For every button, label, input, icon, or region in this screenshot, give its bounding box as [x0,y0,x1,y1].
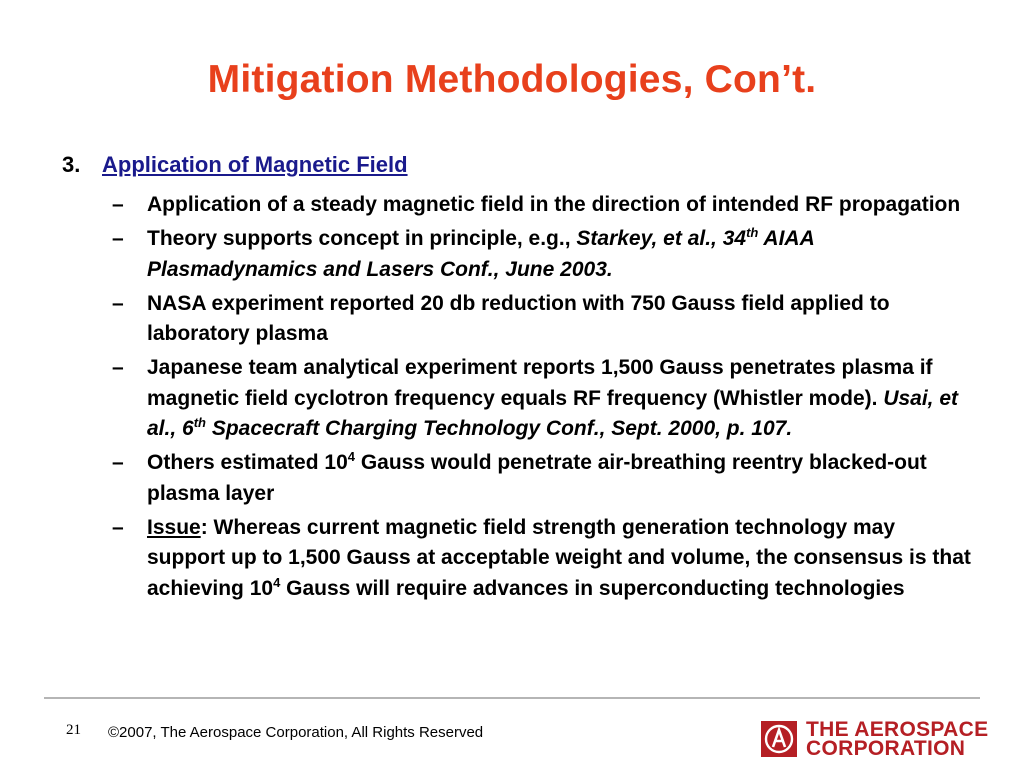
section-title: Application of Magnetic Field [102,152,408,177]
aerospace-logo [760,720,990,762]
logo-line-2: CORPORATION [806,737,966,760]
superscript: 4 [347,449,355,464]
bullet-item [112,353,972,445]
bullet-text: Gauss would penetrate air-breathing reentry blacked-out plasma layer [147,451,927,505]
bullet-dash: – [112,451,124,474]
slide-title: Mitigation Methodologies, Con’t. [207,58,817,101]
bullet-dash: – [112,291,124,315]
bullet-item [112,224,972,285]
citation-part: Usai, et al., 6 [147,386,959,440]
bullet-text: Application of a steady magnetic field in the direction of intended RF propagation [147,193,961,216]
section-number: 3. [62,152,81,177]
bullet-text: Gauss will require advances in superconducting technologies [280,576,905,600]
bullet-item [112,190,972,221]
bullet-dash: – [112,193,124,216]
logo-wordmark [806,720,988,758]
superscript: th [746,225,759,240]
bullet-text: Japanese team analytical experiment reports 1,500 Gauss penetrates plasma if magnetic field cyclotron frequency equals RF frequency (Whistler mode). [147,356,933,410]
citation-part: Spacecraft Charging Technology Conf., Sept. 2000, p. 107. [205,417,793,440]
bullet-dash: – [112,515,124,539]
aerospace-logo-icon [760,720,798,758]
footer-divider [44,697,980,699]
citation-part: Starkey, et al., 34 [576,227,747,250]
bullet-text: Others estimated 10 [147,451,348,474]
page-number: 21 [66,722,81,738]
bullet-list [112,190,972,608]
bullet-item [112,448,972,509]
copyright-notice: ©2007, The Aerospace Corporation, All Rights Reserved [108,724,484,741]
bullet-text: Theory supports concept in principle, e.g., [147,227,577,250]
bullet-dash: – [112,227,124,250]
logo-line-1: THE AEROSPACE [806,718,989,741]
citation-part: AIAA Plasmadynamics and Lasers Conf., June 2003. [147,227,814,281]
bullet-text: : Whereas current magnetic field strength generation technology may support up to 1,500 Gauss at acceptable weight and volume, the consensus is that achieving 10 [147,515,971,600]
bullet-item [112,289,972,350]
bullet-item [112,513,972,605]
superscript: th [193,415,206,430]
issue-label: Issue [147,515,201,539]
section-heading [62,152,408,178]
superscript: 4 [273,574,281,590]
bullet-text: NASA experiment reported 20 db reduction with 750 Gauss field applied to laboratory plasma [147,291,890,345]
bullet-dash: – [112,356,124,379]
